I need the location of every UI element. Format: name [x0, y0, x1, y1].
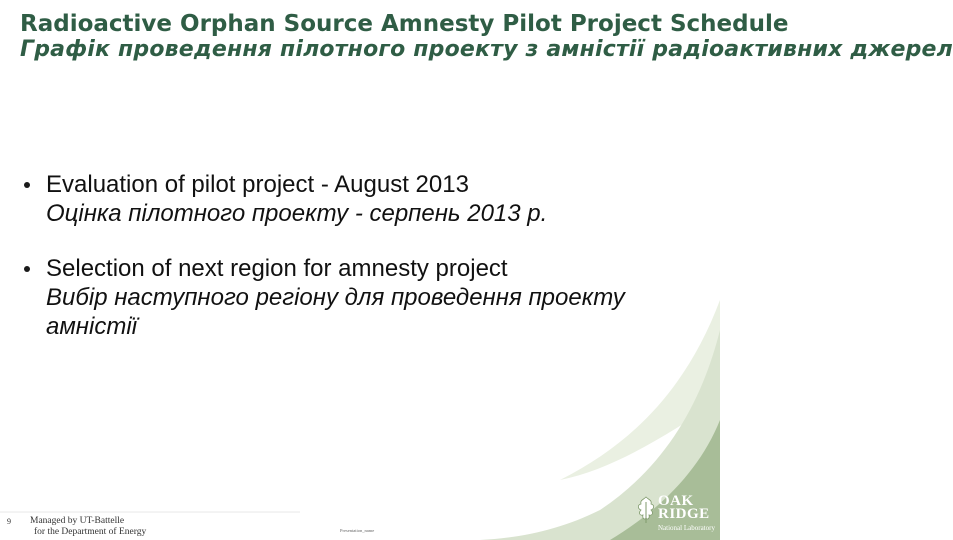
bullet-text-ukrainian: Оцінка пілотного проекту - серпень 2013 р. — [46, 200, 548, 227]
slide-title — [20, 11, 953, 62]
bullet-dot-icon — [24, 182, 30, 188]
bullet-text-ukrainian: Вибір наступного регіону для проведення проекту амністії — [46, 284, 625, 340]
bullet-text-english: Selection of next region for amnesty project — [46, 255, 508, 282]
bullet-item-selection — [22, 254, 682, 341]
bullet-item-evaluation — [22, 170, 682, 228]
logo-word-oak: OAK — [658, 493, 694, 509]
title-english: Radioactive Orphan Source Amnesty Pilot Project Schedule — [20, 11, 789, 37]
bullet-text-english: Evaluation of pilot project - August 2013 — [46, 171, 469, 198]
footer-managed-line2: for the Department of Energy — [34, 526, 147, 537]
bullet-list — [22, 170, 682, 367]
logo-subtitle: National Laboratory — [658, 524, 715, 532]
footer-managed-by — [30, 516, 146, 537]
oak-ridge-logo — [636, 494, 716, 538]
footer-presentation-name: Presentation_name — [340, 528, 375, 533]
footer-managed-line1: Managed by UT-Battelle — [30, 516, 125, 526]
logo-word-ridge: RIDGE — [658, 506, 710, 522]
bullet-dot-icon — [24, 266, 30, 272]
page-number: 9 — [7, 517, 11, 526]
oak-leaf-icon — [636, 496, 656, 524]
title-ukrainian: Графік проведення пілотного проекту з амністії радіоактивних джерел — [20, 37, 953, 62]
